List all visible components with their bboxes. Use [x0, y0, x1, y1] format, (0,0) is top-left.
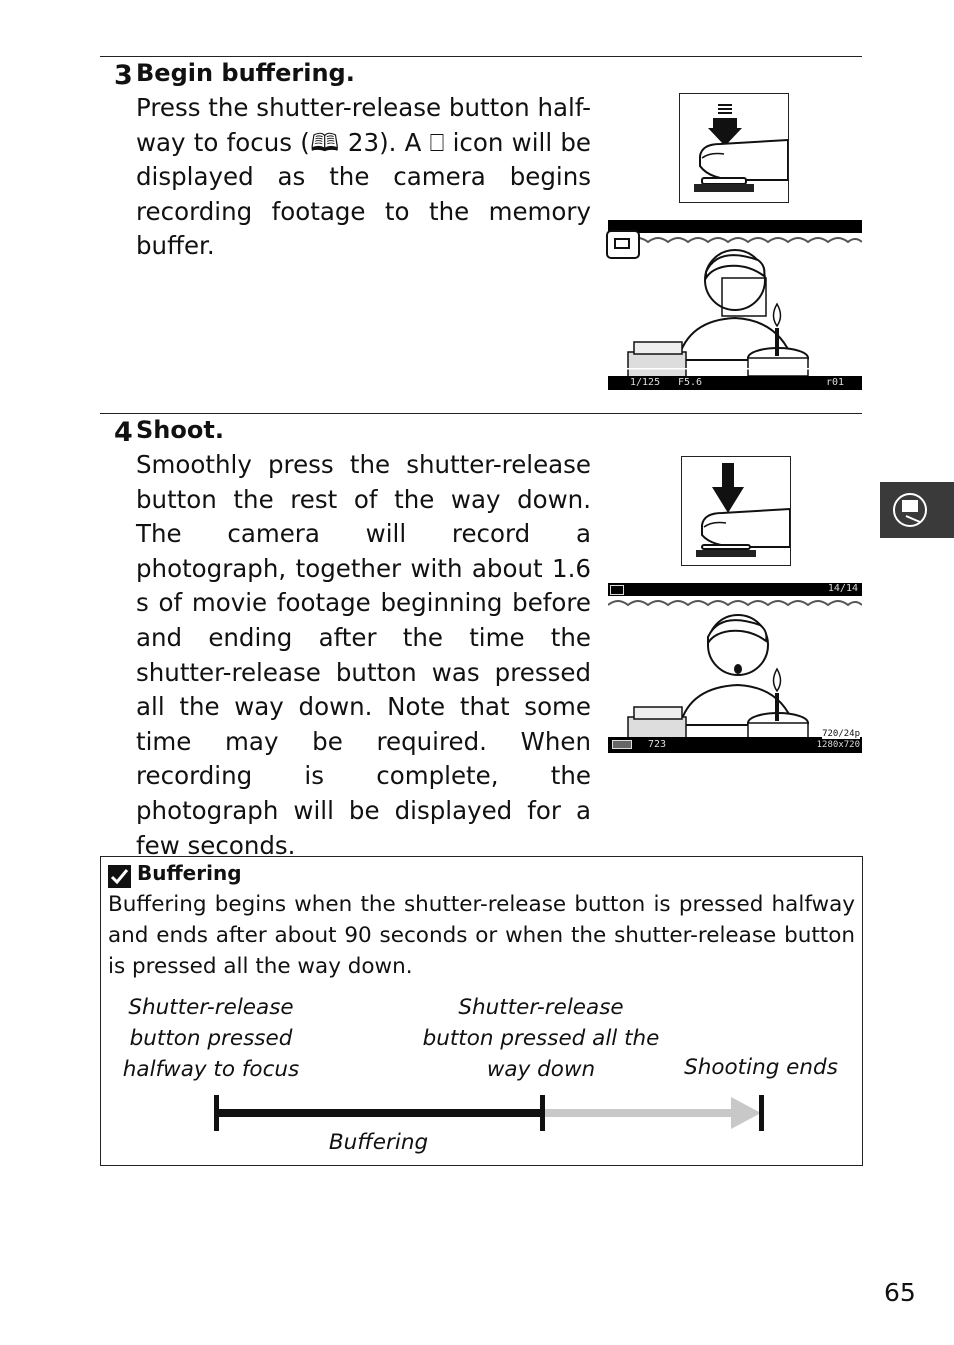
- section-rule-mid: [100, 413, 862, 414]
- buffering-timeline: [101, 1089, 862, 1169]
- page-number: 65: [884, 1278, 916, 1307]
- lcd-frame-counter: 14/14: [827, 583, 858, 594]
- timeline-bar-label: Buffering: [328, 1130, 429, 1155]
- section-rule-top: [100, 56, 862, 57]
- note-box: [100, 856, 863, 1166]
- timeline-mid-label: Shutter-release button pressed all the way down: [422, 995, 660, 1082]
- buffer-icon: [606, 230, 640, 259]
- timeline-end-label: Shooting ends: [684, 1055, 838, 1080]
- lcd-buffering-preview: [608, 220, 862, 390]
- shutter-full-press-icon: [682, 457, 790, 565]
- lcd-mode-icon: [610, 585, 624, 595]
- step-title: Begin buffering.: [136, 59, 355, 87]
- lcd-remaining: r01: [826, 377, 845, 388]
- lcd-movie-format: 720/24p: [822, 729, 860, 739]
- step-number: 3: [114, 60, 133, 91]
- shutter-half-press-icon: [680, 94, 788, 202]
- lcd-frames: 723: [648, 739, 667, 750]
- timeline-start-label: Shutter-release button pressed halfway to focus: [122, 995, 300, 1082]
- lcd-playback-preview: [608, 583, 862, 753]
- step-body: Smoothly press the shutter-release button the rest of the way down. The camera will record a photograph, together with about 1.6 s of movie footage beginning before and ending after the time the shutter-release button was pressed all the way down. Note that some time may be required. When recording is complete, the photograph will be displayed for a few seconds.: [136, 450, 591, 860]
- step-body: Press the shutter-release button half-way to focus (🕮 23). A ⎕ icon will be displayed as the camera begins recording footage to the memory buffer.: [136, 93, 591, 261]
- step-title: Shoot.: [136, 416, 224, 444]
- note-check-icon: [108, 865, 131, 888]
- lcd-aperture: F5.6: [678, 377, 703, 388]
- shutter-full-press-illustration: [681, 456, 791, 566]
- battery-icon: [612, 740, 632, 749]
- chapter-tab: [880, 482, 954, 538]
- lcd-shutter-speed: 1/125: [630, 377, 661, 388]
- step-number: 4: [114, 417, 133, 448]
- motion-snapshot-tab-icon: [880, 482, 954, 538]
- note-body: Buffering begins when the shutter-release button is pressed halfway and ends after about 90 seconds or when the shutter-release button is pressed all the way down.: [108, 892, 855, 979]
- shutter-half-press-illustration: [679, 93, 789, 203]
- note-title: Buffering: [137, 861, 242, 885]
- lcd-movie-size: 1280x720: [816, 740, 860, 750]
